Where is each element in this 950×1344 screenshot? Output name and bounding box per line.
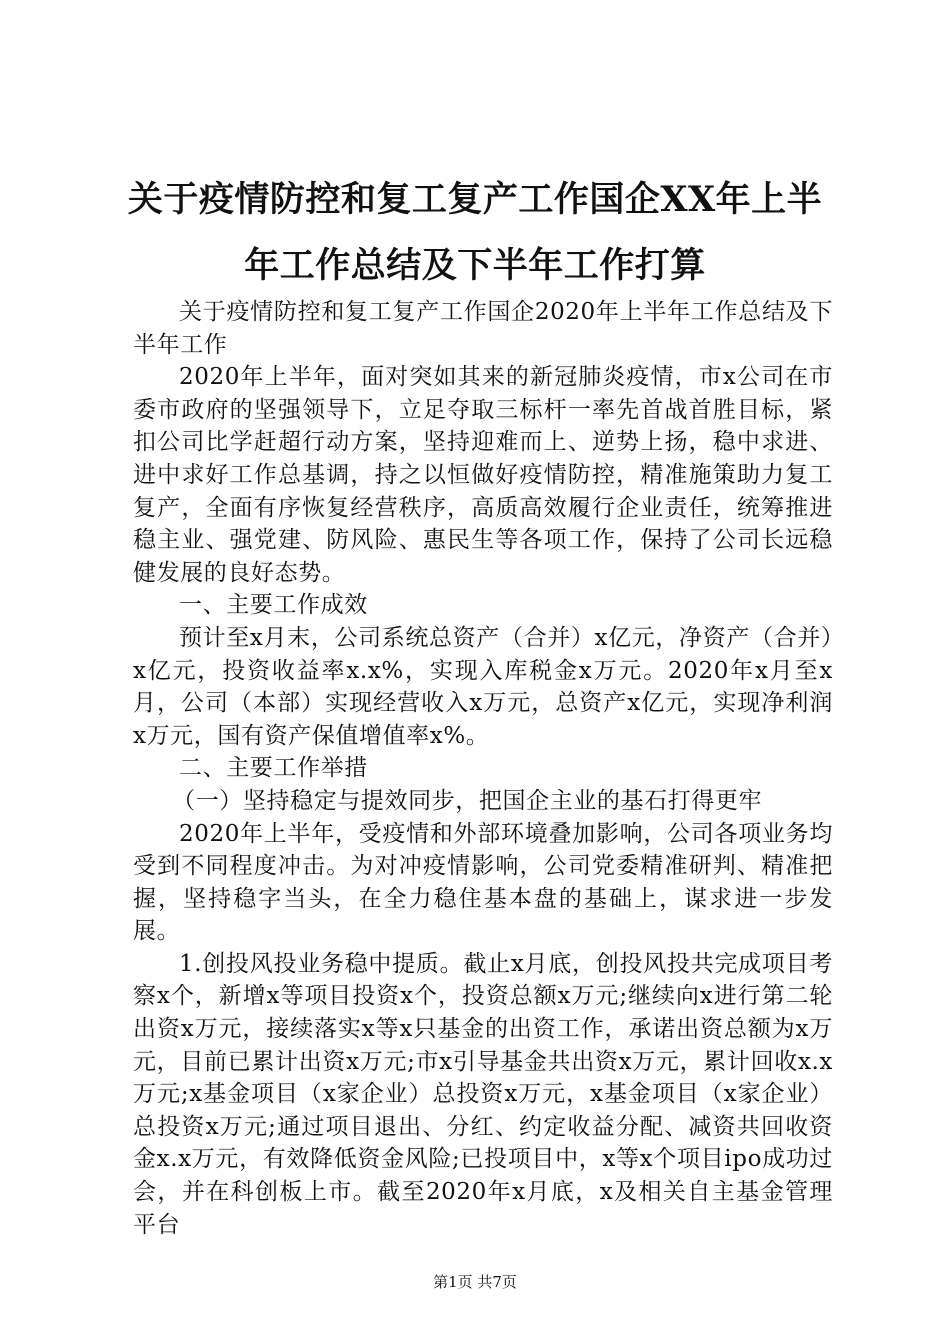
results-paragraph: 预计至x月末，公司系统总资产（合并）x亿元，净资产（合并）x亿元，投资收益率x.x%，实现入库税金x万元。2020年x月至x月，公司（本部）实现经营收入x万元，总资产x亿元，实现净利润x万元，国有资产保值增值率x%。 — [133, 624, 833, 749]
intro-paragraph: 关于疫情防控和复工复产工作国企2020年上半年工作总结及下半年工作 — [133, 299, 833, 358]
measures-paragraph: 2020年上半年，受疫情和外部环境叠加影响，公司各项业务均受到不同程度冲击。为对冲疫情影响，公司党委精准研判、精准把握，坚持稳字当头，在全力稳住基本盘的基础上，谋求进一步发展。 — [133, 820, 833, 945]
document-body — [133, 296, 833, 1241]
section-heading-results: 一、主要工作成效 — [179, 592, 368, 619]
title-line-2: 年工作总结及下半年工作打算 — [244, 245, 706, 286]
venture-paragraph: 1.创投风投业务稳中提质。截止x月底，创投风投共完成项目考察x个，新增x等项目投资x个，投资总额x万元;继续向x进行第二轮出资x万元，接续落实x等x只基金的出资工作，承诺出资总额为x万元，目前已累计出资x万元;市x引导基金共出资x万元，累计回收x.x万元;x基金项目（x家企业）总投资x万元，x基金项目（x家企业）总投资x万元;通过项目退出、分红、约定收益分配、减资共回收资金x.x万元，有效降低资金风险;已投项目中，x等x个项目ipo成功过会，并在科创板上市。截至2020年x月底，x及相关自主基金管理平台 — [133, 950, 833, 1238]
subsection-heading-1: （一）坚持稳定与提效同步，把国企主业的基石打得更牢 — [172, 787, 763, 814]
overview-paragraph: 2020年上半年，面对突如其来的新冠肺炎疫情，市x公司在市委市政府的坚强领导下，立足夺取三标杆一率先首战首胜目标，紧扣公司比学赶超行动方案，坚持迎难而上、逆势上扬，稳中求进、进中求好工作总基调，持之以恒做好疫情防控，精准施策助力复工复产，全面有序恢复经营秩序，高质高效履行企业责任，统筹推进稳主业、强党建、防风险、惠民生等各项工作，保持了公司长远稳健发展的良好态势。 — [133, 364, 833, 586]
document-title — [118, 170, 832, 302]
page-footer: 第1页 共7页 — [433, 1273, 517, 1291]
title-line-1: 关于疫情防控和复工复产工作国企XX年上半 — [127, 179, 823, 220]
section-heading-measures: 二、主要工作举措 — [179, 755, 368, 782]
